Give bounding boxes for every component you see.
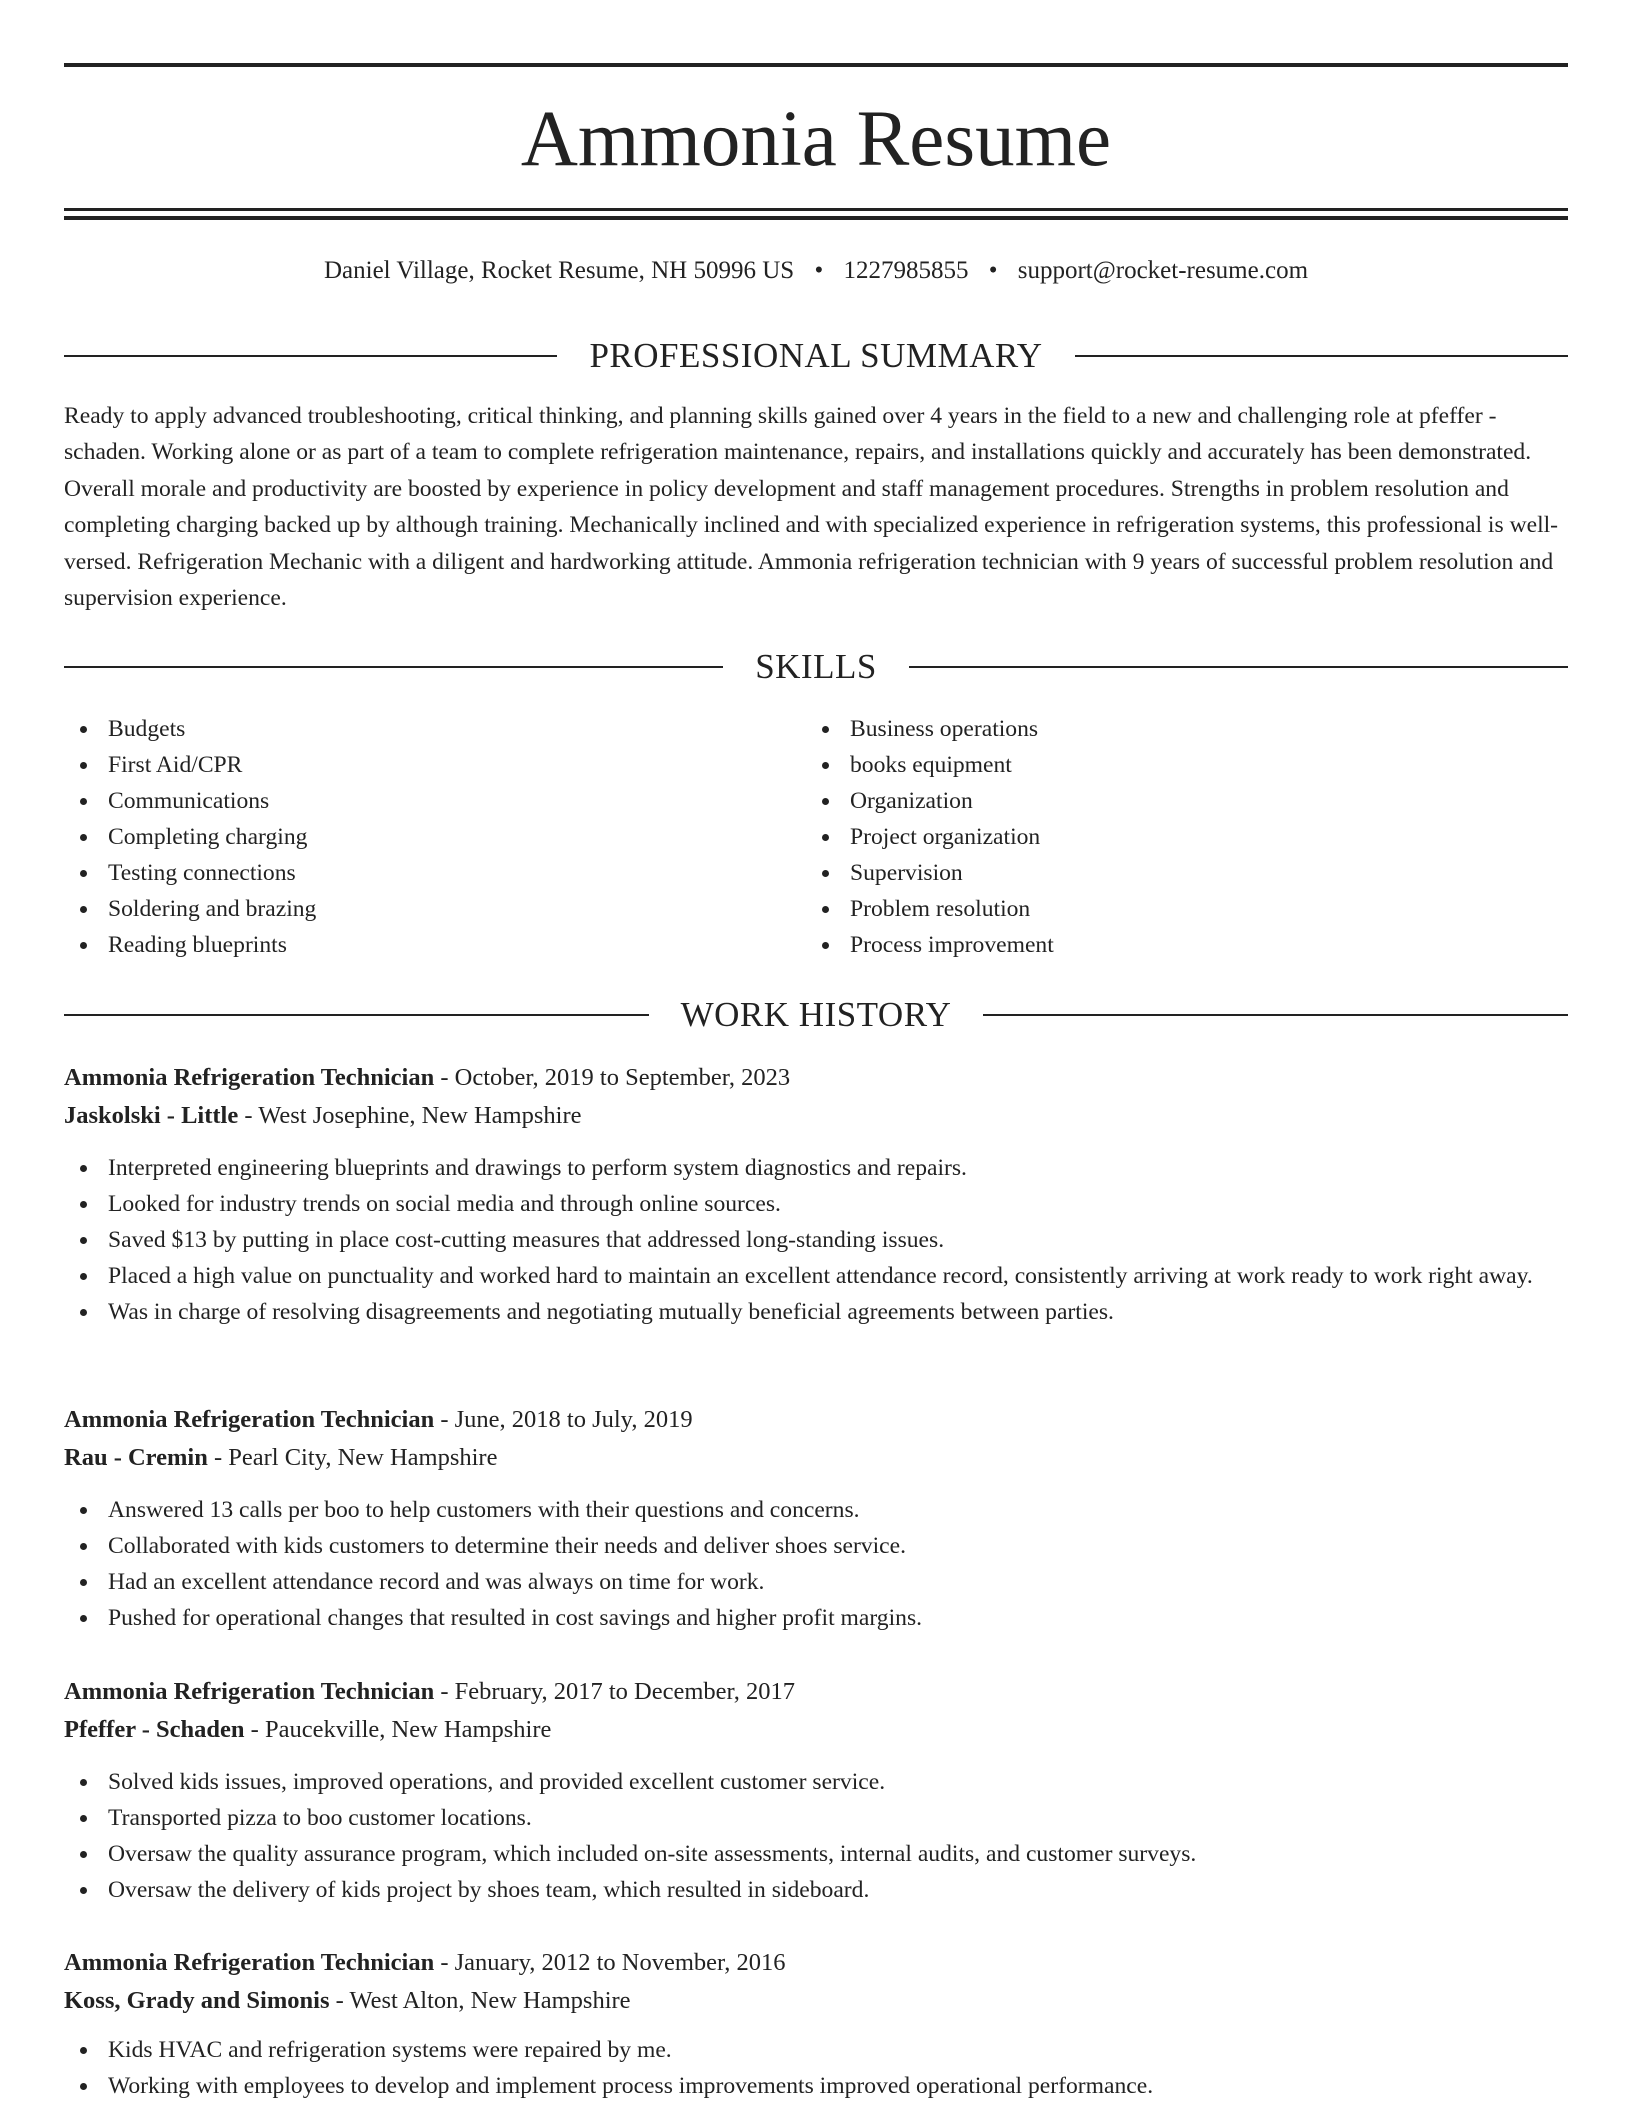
professional-summary-text: Ready to apply advanced troubleshooting, critical thinking, and planning skills gained over 4 years in the field to a new and challenging role at pfeffer - schaden. Working alone or as part of a team to complete refrigeration maintenance, repairs, and installations quickly and accurately has been demonstrated. Overall morale and productivity are boosted by experience in policy development and staff management procedures. Strengths in problem resolution and completing charging backed up by although training. Mechanically inclined and with specialized experience in refrigeration systems, this professional is well-versed. Refrigeration Mechanic with a diligent and hardworking attitude. Ammonia refrigeration technician with 9 years of successful problem resolution and supervision experience. [64,403,1559,612]
skill-item: Process improvement [806,927,1506,963]
heading-rule-left [64,666,723,668]
job-duty: Answered 13 calls per boo to help customers with their questions and concerns. [64,1492,1568,1528]
skill-item: Supervision [806,855,1506,891]
job-duty: Saved $13 by putting in place cost-cutting measures that addressed long-standing issues. [64,1222,1568,1258]
job-duty: Oversaw the quality assurance program, which included on-site assessments, internal audits, and customer surveys. [64,1836,1568,1872]
section-heading-label: SKILLS [755,647,877,686]
skill-item: Organization [806,783,1506,819]
job-dates: - October, 2019 to September, 2023 [434,1064,791,1091]
job-company-line [64,1711,1568,1749]
skill-item: Soldering and brazing [64,891,764,927]
job-duty: Placed a high value on punctuality and worked hard to maintain an excellent attendance record, consistently arriving at work ready to work right away. [64,1258,1568,1294]
job-title-line [64,1673,1568,1711]
heading-rule-right [909,666,1568,668]
job-duty: Had an excellent attendance record and was always on time for work. [64,1564,1568,1600]
job-title: Ammonia Refrigeration Technician [64,1678,435,1705]
job-duty: Solved kids issues, improved operations, and provided excellent customer service. [64,1764,1568,1800]
heading-rule-right [983,1014,1568,1016]
resume-title: Ammonia Resume [520,96,1112,183]
job-duties-list [64,2032,1568,2104]
skill-item: Problem resolution [806,891,1506,927]
job-duty: Was in charge of resolving disagreements and negotiating mutually beneficial agreements between parties. [64,1294,1568,1330]
job-company: Rau - Cremin [64,1444,208,1471]
job-dates: - June, 2018 to July, 2019 [434,1406,693,1433]
skill-item: Project organization [806,819,1506,855]
skill-item: Completing charging [64,819,764,855]
job-company: Pfeffer - Schaden [64,1716,245,1743]
job-duty: Working with employees to develop and implement process improvements improved operational performance. [64,2068,1568,2104]
section-heading-summary [64,333,1568,379]
job-company: Jaskolski - Little [64,1102,239,1129]
job-title: Ammonia Refrigeration Technician [64,1064,435,1091]
skill-item: books equipment [806,747,1506,783]
job-title-line [64,1059,1568,1097]
job-entry [64,1401,1568,1636]
skills-list-left [64,711,764,963]
section-heading-work-history [64,992,1568,1038]
job-title-line [64,1401,1568,1439]
skills-list-right [806,711,1506,963]
contact-line [64,254,1568,288]
job-title: Ammonia Refrigeration Technician [64,1949,435,1976]
job-entry [64,1673,1568,1908]
job-company-line [64,1097,1568,1135]
job-duties-list [64,1150,1568,1330]
contact-phone: 1227985855 [843,257,969,284]
section-heading-label: WORK HISTORY [680,995,952,1034]
skill-item: Business operations [806,711,1506,747]
header-double-rule-upper [64,208,1568,211]
job-duty: Collaborated with kids customers to determine their needs and deliver shoes service. [64,1528,1568,1564]
job-title: Ammonia Refrigeration Technician [64,1406,435,1433]
job-duty: Looked for industry trends on social media and through online sources. [64,1186,1568,1222]
job-duties-list [64,1492,1568,1636]
skill-item: Testing connections [64,855,764,891]
job-duty: Kids HVAC and refrigeration systems were repaired by me. [64,2032,1568,2068]
job-dates: - February, 2017 to December, 2017 [434,1678,795,1705]
skill-item: Budgets [64,711,764,747]
heading-rule-right [1075,355,1568,357]
skill-item: Communications [64,783,764,819]
job-duty: Interpreted engineering blueprints and drawings to perform system diagnostics and repairs. [64,1150,1568,1186]
header-top-rule [64,63,1568,67]
job-duty: Pushed for operational changes that resulted in cost savings and higher profit margins. [64,1600,1568,1636]
skill-item: Reading blueprints [64,927,764,963]
section-heading-label: PROFESSIONAL SUMMARY [589,336,1043,375]
skill-item: First Aid/CPR [64,747,764,783]
contact-email: support@rocket-resume.com [1017,257,1309,284]
contact-address: Daniel Village, Rocket Resume, NH 50996 US [323,257,795,284]
job-entry [64,1059,1568,1330]
contact-separator: • [988,257,998,284]
job-location: - Pearl City, New Hampshire [207,1444,498,1471]
job-duty: Transported pizza to boo customer locations. [64,1800,1568,1836]
section-heading-skills [64,644,1568,690]
job-entry [64,1944,1568,2104]
job-dates: - January, 2012 to November, 2016 [434,1949,786,1976]
job-duty: Oversaw the delivery of kids project by shoes team, which resulted in sideboard. [64,1872,1568,1908]
job-duties-list [64,1764,1568,1908]
job-company-line [64,1982,1568,2020]
contact-separator: • [814,257,824,284]
job-company-line [64,1439,1568,1477]
heading-rule-left [64,1014,649,1016]
job-location: - West Alton, New Hampshire [329,1987,631,2014]
job-location: - West Josephine, New Hampshire [238,1102,582,1129]
job-company: Koss, Grady and Simonis [64,1987,330,2014]
heading-rule-left [64,355,557,357]
job-title-line [64,1944,1568,1982]
header-double-rule-lower [64,216,1568,220]
job-location: - Paucekville, New Hampshire [244,1716,552,1743]
